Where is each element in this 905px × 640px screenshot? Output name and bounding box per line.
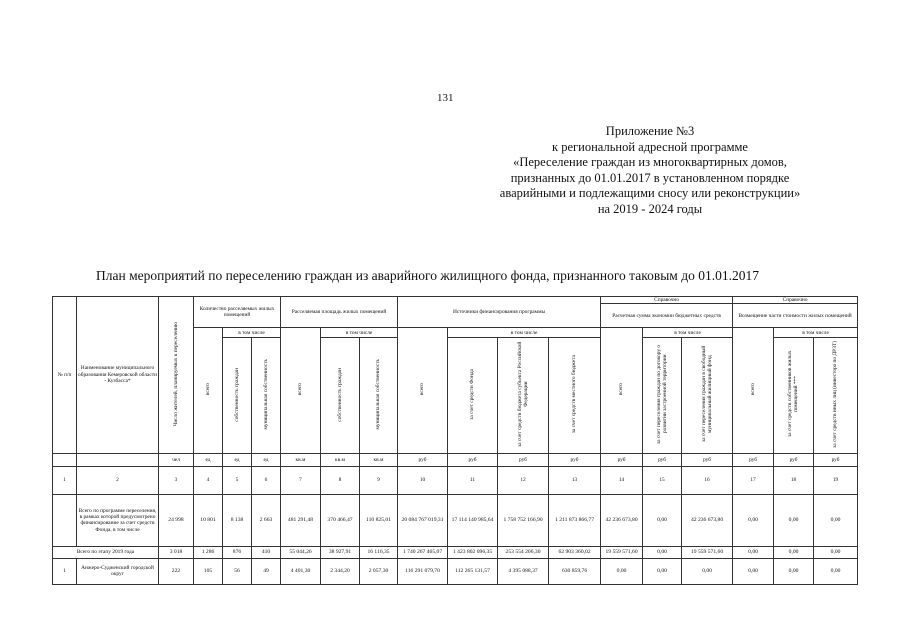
- cell-value: 481 291,48: [281, 494, 321, 546]
- cell-value: 16 116,35: [360, 546, 398, 558]
- cell-value: 19 559 571,60: [601, 546, 643, 558]
- header-people: Число жителей, планируемых к переселению: [159, 297, 194, 454]
- column-number: 6: [252, 466, 281, 494]
- unit-cell: руб: [398, 453, 448, 466]
- cell-value: 0,00: [774, 558, 814, 584]
- unit-cell: чел: [159, 453, 194, 466]
- column-number: 10: [398, 466, 448, 494]
- cell-value: 17 114 140 985,64: [448, 494, 498, 546]
- cell-value: 0,00: [601, 558, 643, 584]
- header-budget-subject: за счет средств бюджета субъекта Российской Федерации: [498, 338, 549, 453]
- header-own-citizens-area: собственность граждан: [321, 338, 360, 453]
- cell-value: 1 740 267 465,07: [398, 546, 448, 558]
- header-budget-local: за счет средств местного бюджета: [549, 338, 601, 453]
- unit-cell: кв.м: [321, 453, 360, 466]
- column-number: 17: [733, 466, 774, 494]
- column-number: 13: [549, 466, 601, 494]
- header-total: всего: [398, 328, 448, 453]
- cell-value: 630 859,76: [549, 558, 601, 584]
- unit-cell: руб: [601, 453, 643, 466]
- unit-cell: руб: [549, 453, 601, 466]
- appendix-line: аварийными и подлежащими сносу или реконструкции»: [499, 186, 801, 200]
- cell-value: 1 423 802 096,35: [448, 546, 498, 558]
- column-number: 18: [774, 466, 814, 494]
- column-number: 2: [77, 466, 159, 494]
- cell-value: 2 057,30: [360, 558, 398, 584]
- column-number: 12: [498, 466, 549, 494]
- row-name: Всего по этапу 2019 года: [53, 546, 159, 558]
- appendix-line: на 2019 - 2024 годы: [597, 201, 703, 216]
- column-number: 9: [360, 466, 398, 494]
- column-number: 14: [601, 466, 643, 494]
- unit-cell: руб: [682, 453, 733, 466]
- cell-value: 0,00: [733, 546, 774, 558]
- column-number: 4: [194, 466, 223, 494]
- header-total: всего: [601, 328, 643, 453]
- column-number: 16: [682, 466, 733, 494]
- cell-value: 20 084 767 019,31: [398, 494, 448, 546]
- cell-value: 105: [194, 558, 223, 584]
- cell-value: 112 265 131,57: [448, 558, 498, 584]
- cell-value: 38 927,91: [321, 546, 360, 558]
- cell-value: 0,00: [774, 494, 814, 546]
- header-municipality: Наименование муниципального образования Кемеровской области - Кузбасса*: [77, 297, 159, 454]
- appendix-header: [430, 124, 870, 217]
- cell-value: 1 758 752 166,90: [498, 494, 549, 546]
- column-number: 19: [814, 466, 858, 494]
- table-header-row: [53, 297, 858, 304]
- header-area: Расселяемая площадь жилых помещений: [281, 297, 398, 328]
- unit-cell: ед: [194, 453, 223, 466]
- unit-cell: ед: [223, 453, 252, 466]
- cell-value: 19 559 571,60: [682, 546, 733, 558]
- cell-value: 0,00: [733, 558, 774, 584]
- header-incl: в том числе: [774, 328, 858, 338]
- appendix-line: к региональной адресной программе: [552, 139, 748, 154]
- cell-value: 222: [159, 558, 194, 584]
- row-num: [53, 494, 77, 546]
- column-number: 15: [643, 466, 682, 494]
- cell-value: 110 825,01: [360, 494, 398, 546]
- cell-value: 2 344,20: [321, 558, 360, 584]
- table-row: [53, 558, 858, 584]
- column-number: 11: [448, 466, 498, 494]
- unit-cell: [77, 453, 159, 466]
- header-own-municipal-area: муниципальная собственность: [360, 338, 398, 453]
- row-num: 1: [53, 558, 77, 584]
- cell-value: 10 801: [194, 494, 223, 546]
- unit-cell: руб: [643, 453, 682, 466]
- cell-value: 2 663: [252, 494, 281, 546]
- cell-value: 56: [223, 558, 252, 584]
- cell-value: 49: [252, 558, 281, 584]
- header-own-citizens: собственность граждан: [223, 338, 252, 453]
- unit-cell: руб: [733, 453, 774, 466]
- cell-value: 0,00: [814, 558, 858, 584]
- header-total: всего: [733, 328, 774, 453]
- cell-value: 8 138: [223, 494, 252, 546]
- unit-cell: ед: [252, 453, 281, 466]
- cell-value: 55 044,26: [281, 546, 321, 558]
- unit-cell: руб: [774, 453, 814, 466]
- column-number: 3: [159, 466, 194, 494]
- appendix-line: признанных до 01.01.2017 в установленном порядке: [510, 170, 790, 185]
- header-excess-1: за счет средств собственников жилых помещений ***: [774, 338, 814, 453]
- cell-value: 410: [252, 546, 281, 558]
- column-number-row: [53, 466, 858, 494]
- cell-value: 116 291 079,70: [398, 558, 448, 584]
- header-spravochno: Справочно: [601, 297, 733, 304]
- cell-value: 370 466,47: [321, 494, 360, 546]
- cell-value: 876: [223, 546, 252, 558]
- table-row: [53, 494, 858, 546]
- cell-value: 0,00: [643, 558, 682, 584]
- cell-value: 0,00: [774, 546, 814, 558]
- row-name: Всего по программе переселения, в рамках которой предусмотрено финансирование за счет средств Фонда, в том числе: [77, 494, 159, 546]
- column-number: 5: [223, 466, 252, 494]
- column-number: 8: [321, 466, 360, 494]
- cell-value: 0,00: [682, 558, 733, 584]
- cell-value: 0,00: [643, 494, 682, 546]
- header-excess-2: за счет средств иных лиц (инвестора по ДРЗТ): [814, 338, 858, 453]
- cell-value: 42 236 673,80: [682, 494, 733, 546]
- unit-cell: руб: [498, 453, 549, 466]
- column-number: 1: [53, 466, 77, 494]
- resettlement-plan-table: [52, 296, 858, 585]
- cell-value: 62 903 360,02: [549, 546, 601, 558]
- appendix-line: «Переселение граждан из многоквартирных домов,: [513, 155, 787, 169]
- unit-cell: руб: [448, 453, 498, 466]
- header-fund: за счет средств Фонда: [448, 338, 498, 453]
- unit-cell: руб: [814, 453, 858, 466]
- header-total: всего: [194, 328, 223, 453]
- units-row: [53, 453, 858, 466]
- cell-value: 0,00: [814, 494, 858, 546]
- row-name: Анжеро-Судженский городской округ: [77, 558, 159, 584]
- cell-value: 0,00: [643, 546, 682, 558]
- header-incl: в том числе: [643, 328, 733, 338]
- header-sources: Источники финансирования программы: [398, 297, 601, 328]
- unit-cell: кв.м: [360, 453, 398, 466]
- unit-cell: [53, 453, 77, 466]
- header-total: всего: [281, 328, 321, 453]
- header-calc-sum: Расчетная сумма экономии бюджетных средств: [601, 304, 733, 328]
- appendix-line: Приложение №3: [605, 124, 695, 138]
- header-excess: Возмещение части стоимости жилых помещений: [733, 304, 858, 328]
- cell-value: 4 395 088,37: [498, 558, 549, 584]
- header-incl: в том числе: [321, 328, 398, 338]
- cell-value: 24 998: [159, 494, 194, 546]
- cell-value: 3 018: [159, 546, 194, 558]
- header-own-municipal: муниципальная собственность: [252, 338, 281, 453]
- unit-cell: кв.м: [281, 453, 321, 466]
- cell-value: 0,00: [814, 546, 858, 558]
- table-row: [53, 546, 858, 558]
- cell-value: 1 286: [194, 546, 223, 558]
- cell-value: 0,00: [733, 494, 774, 546]
- cell-value: 4 401,30: [281, 558, 321, 584]
- header-incl: в том числе: [223, 328, 281, 338]
- header-num: № п/п: [53, 297, 77, 454]
- cell-value: 1 211 873 866,77: [549, 494, 601, 546]
- header-spravochno: Справочно: [733, 297, 858, 304]
- column-number: 7: [281, 466, 321, 494]
- cell-value: 253 554 206,30: [498, 546, 549, 558]
- page-number: 131: [437, 92, 454, 104]
- header-rooms-count: Количество расселяемых жилых помещений: [194, 297, 281, 328]
- header-incl: в том числе: [448, 328, 601, 338]
- plan-title: План мероприятий по переселению граждан из аварийного жилищного фонда, признанного таковым до 01.01.2017: [96, 268, 759, 283]
- header-econ-2: за счет переселения граждан в свободный муниципальный жилищный фонд: [682, 338, 733, 453]
- header-econ-1: за счет переселения граждан по договору о развитии застроенной территории: [643, 338, 682, 453]
- cell-value: 42 236 673,80: [601, 494, 643, 546]
